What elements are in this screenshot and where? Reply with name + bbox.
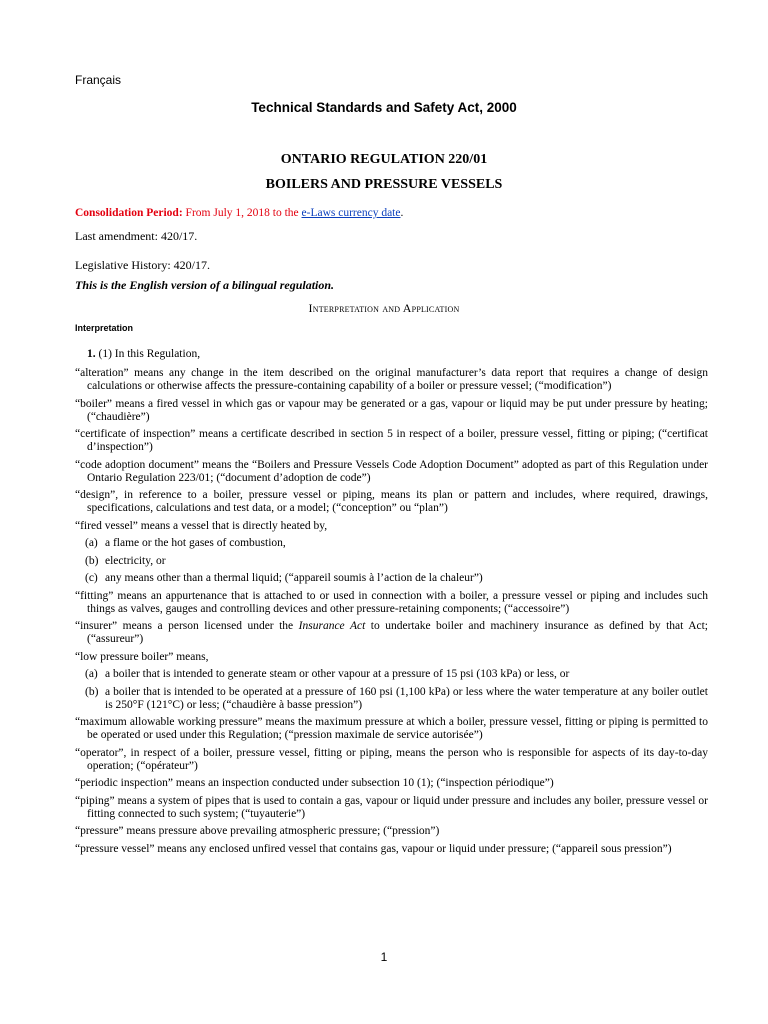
definition-certificate-of-inspection: “certificate of inspection” means a certificate described in section 5 in respect of a boiler, pressure vessel, fitting or piping; (“certificat d’inspection”) [75, 428, 708, 453]
section-lead-text: (1) In this Regulation, [95, 348, 201, 360]
consolidation-period [75, 207, 403, 219]
legislative-history: Legislative History: 420/17. [75, 258, 210, 272]
last-amendment: Last amendment: 420/17. [75, 229, 198, 243]
consolidation-period-end: . [400, 207, 404, 219]
definition-boiler: “boiler” means a fired vessel in which gas or vapour may be generated or a gas, vapour or liquid may be put under pressure by heating; (“chaudière”) [75, 397, 708, 423]
regulation-number: ONTARIO REGULATION 220/01 [280, 152, 488, 167]
clause-text: a boiler that is intended to be operated at a pressure of 160 psi (1,100 kPa) or less where the water temperature at any boiler outlet is 250°F (121°C) or less; (“chaudière à basse pression”) [105, 685, 708, 711]
page-number: 1 [380, 950, 388, 964]
insurer-text-after: to undertake boiler and machinery insurance as defined by that Act; (“assureur”) [87, 620, 709, 645]
elaws-currency-link[interactable]: e-Laws currency date [301, 207, 401, 219]
definition-alteration: “alteration” means any change in the item described on the original manufacturer’s data report that requires a change of design calculations or otherwise affects the pressure-containing capability of a boiler or pressure vessel; (“modification”) [75, 367, 708, 392]
fired-vessel-clause-c [75, 572, 708, 585]
definition-code-adoption-document: “code adoption document” means the “Boilers and Pressure Vessels Code Adoption Document” adopted as part of this Regulation under Ontario Regulation 223/01; (“document d’adoption de code”) [75, 458, 708, 484]
insurance-act-reference: Insurance Act [298, 620, 366, 632]
clause-text: any means other than a thermal liquid; (“appareil soumis à l’action de la chaleur”) [105, 572, 483, 584]
clause-label: (c) [85, 572, 98, 584]
low-pressure-clause-b [75, 686, 708, 712]
low-pressure-clause-a [75, 668, 708, 681]
clause-label: (b) [85, 685, 99, 698]
definition-pressure: “pressure” means pressure above prevailing atmospheric pressure; (“pression”) [75, 825, 440, 837]
clause-label: (a) [85, 668, 98, 680]
language-link-francais[interactable]: Français [75, 73, 122, 87]
definition-low-pressure-boiler: “low pressure boiler” means, [75, 650, 209, 663]
definition-operator: “operator”, in respect of a boiler, pressure vessel, fitting or piping, means the person who is responsible for aspects of its day-to-day operation; (“opérateur”) [75, 746, 708, 772]
section-number: 1. [87, 348, 96, 360]
definition-periodic-inspection: “periodic inspection” means an inspection conducted under subsection 10 (1); (“inspection périodique”) [75, 777, 554, 789]
insurer-text-before: “insurer” means a person licensed under the [75, 620, 299, 632]
clause-text: a flame or the hot gases of combustion, [105, 537, 286, 549]
definition-insurer [75, 620, 708, 646]
consolidation-label: Consolidation Period: [75, 207, 183, 219]
clause-label: (b) [85, 554, 99, 567]
definition-fired-vessel: “fired vessel” means a vessel that is directly heated by, [75, 519, 328, 532]
english-version-note: This is the English version of a bilingual regulation. [75, 278, 335, 292]
clause-text: electricity, or [105, 554, 166, 567]
regulation-body [75, 348, 708, 860]
fired-vessel-clause-a [75, 537, 708, 550]
definition-pressure-vessel: “pressure vessel” means any enclosed unfired vessel that contains gas, vapour or liquid under pressure; (“appareil sous pression”) [75, 842, 672, 855]
definition-fitting: “fitting” means an appurtenance that is attached to or used in connection with a boiler, a pressure vessel or piping and includes such things as valves, gauges and controlling devices and other pressure-retaining components; (“accessoire”) [75, 589, 708, 615]
clause-text: a boiler that is intended to generate steam or other vapour at a pressure of 15 psi (103 kPa) or less, or [105, 668, 570, 680]
definition-design: “design”, in reference to a boiler, pressure vessel or piping, means its plan or pattern and includes, where required, drawings, specifications, calculations and test data, or a model; (“conception” ou “plan”) [75, 489, 708, 514]
clause-label: (a) [85, 537, 98, 549]
definition-maximum-allowable-working-pressure: “maximum allowable working pressure” means the maximum pressure at which a boiler, pressure vessel, fitting or piping is permitted to be operated or used under this Regulation; (“pression maximale de service autorisée”) [75, 716, 708, 741]
section-heading: Interpretation and Application [308, 301, 460, 315]
section-1-lead [75, 348, 708, 361]
definition-piping: “piping” means a system of pipes that is used to contain a gas, vapour or liquid under pressure and includes any boiler, pressure vessel or fitting connected to such system; (“tuyauterie”) [75, 794, 708, 820]
act-title: Technical Standards and Safety Act, 2000 [251, 100, 517, 115]
consolidation-text: From July 1, 2018 to the [185, 207, 299, 219]
fired-vessel-clause-b [75, 555, 708, 568]
regulation-title: BOILERS AND PRESSURE VESSELS [265, 177, 503, 192]
subsection-heading: Interpretation [75, 323, 134, 333]
